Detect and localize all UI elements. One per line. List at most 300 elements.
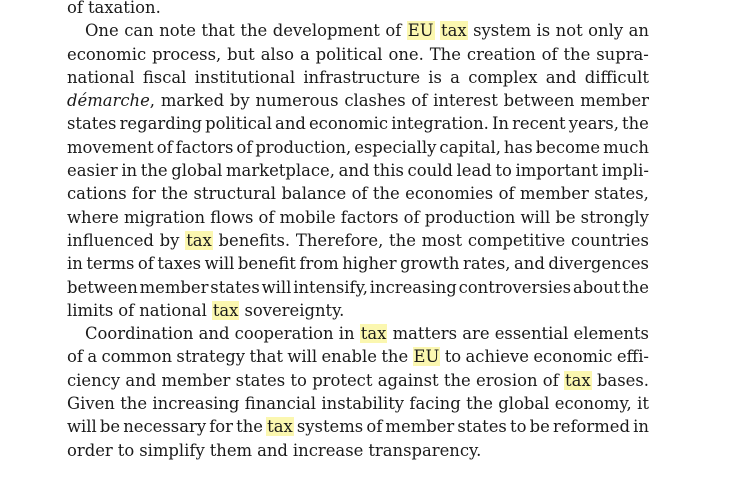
text-word <box>124 19 154 42</box>
text-word <box>67 182 127 205</box>
text-word <box>266 415 294 438</box>
text-word <box>321 345 376 368</box>
text-word <box>385 19 401 42</box>
text-word <box>495 159 511 182</box>
text-word <box>594 182 649 205</box>
text-word <box>467 43 536 66</box>
text-run: the <box>622 277 649 297</box>
text-word <box>210 206 253 229</box>
text-run: lead <box>456 161 492 181</box>
text-line <box>67 299 649 322</box>
text-run: states <box>457 417 507 437</box>
search-highlight: EU <box>413 347 440 367</box>
text-run: of <box>156 137 173 157</box>
text-run: migration <box>123 207 206 227</box>
text-run: capital, <box>439 137 501 157</box>
text-word <box>428 66 442 89</box>
text-run: cations <box>67 184 127 204</box>
text-word <box>185 229 213 252</box>
text-word <box>408 159 453 182</box>
search-highlight: tax <box>565 370 591 390</box>
text-run: by <box>229 91 250 111</box>
text-word <box>400 252 459 275</box>
text-word <box>67 415 97 438</box>
text-run: the <box>372 184 400 204</box>
text-run: be <box>555 207 576 227</box>
text-word <box>466 345 529 368</box>
text-run: the <box>236 417 263 437</box>
text-line <box>67 369 649 392</box>
text-word <box>161 89 224 112</box>
text-line <box>67 66 649 89</box>
text-word <box>212 299 240 322</box>
text-word <box>309 112 388 135</box>
text-word <box>245 392 316 415</box>
text-word <box>290 369 306 392</box>
text-word <box>378 369 439 392</box>
text-run: financial <box>244 394 317 414</box>
text-run: of <box>542 370 559 390</box>
text-word <box>439 136 501 159</box>
text-word <box>87 345 97 368</box>
text-run: to <box>495 161 512 181</box>
text-word <box>514 252 545 275</box>
text-run: infrastructure <box>303 67 421 87</box>
text-run: global <box>171 161 223 181</box>
text-run: them <box>209 440 253 460</box>
text-run: become <box>535 137 601 157</box>
text-word <box>495 322 569 345</box>
text-word <box>67 66 135 89</box>
text-run: the <box>563 44 591 64</box>
text-run: where <box>67 207 119 227</box>
text-word <box>67 392 115 415</box>
text-run: sovereignty. <box>244 300 345 320</box>
text-run: difficult <box>584 67 649 87</box>
text-run: reformed <box>552 417 630 437</box>
text-run: of <box>118 300 135 320</box>
text-word <box>520 206 550 229</box>
text-word <box>152 392 239 415</box>
text-run: , <box>149 91 155 111</box>
text-run: increase <box>292 440 364 460</box>
text-word <box>473 19 531 42</box>
text-run: economic <box>308 114 389 134</box>
text-word <box>555 392 632 415</box>
text-run: production <box>424 207 516 227</box>
text-word <box>409 392 460 415</box>
text-word <box>67 0 83 19</box>
text-word <box>120 392 147 415</box>
text-run: instability <box>321 394 405 414</box>
text-run: creation <box>466 44 536 64</box>
text-run: controversies <box>458 277 572 297</box>
text-word <box>141 159 168 182</box>
text-word <box>171 159 222 182</box>
text-run: complex <box>468 67 538 87</box>
text-run: economies <box>405 184 494 204</box>
text-line <box>67 159 649 182</box>
text-word <box>373 159 404 182</box>
text-run: matters <box>392 324 458 344</box>
text-run: countries <box>570 230 649 250</box>
text-run: this <box>373 161 404 181</box>
text-run: structural <box>193 184 277 204</box>
text-run: In <box>491 114 509 134</box>
text-word <box>499 182 515 205</box>
text-run: of <box>366 417 383 437</box>
text-run: the <box>622 114 649 134</box>
text-run: important <box>515 161 598 181</box>
text-run: of <box>137 254 154 274</box>
text-word <box>444 369 471 392</box>
text-run: against <box>377 370 439 390</box>
text-run: fiscal <box>142 67 187 87</box>
text-word <box>563 43 590 66</box>
text-word <box>100 415 120 438</box>
text-word <box>352 182 368 205</box>
text-word <box>422 229 462 252</box>
text-word <box>629 19 649 42</box>
text-run: influenced <box>67 230 154 250</box>
text-word <box>227 43 255 66</box>
text-word <box>236 415 263 438</box>
text-run: of <box>498 184 515 204</box>
text-word <box>368 439 481 462</box>
text-run: for <box>209 417 233 437</box>
text-word <box>118 299 134 322</box>
text-word <box>476 369 537 392</box>
text-run: a <box>87 347 98 367</box>
text-run: and <box>125 370 157 390</box>
text-word <box>132 182 156 205</box>
text-word <box>101 345 172 368</box>
text-word <box>510 415 526 438</box>
text-run: the <box>443 370 471 390</box>
text-run: the <box>140 161 168 181</box>
text-word <box>581 206 649 229</box>
text-run: integration. <box>391 114 489 134</box>
text-word <box>457 415 506 438</box>
text-word <box>602 159 649 182</box>
text-word <box>230 89 250 112</box>
text-word <box>321 392 404 415</box>
text-run: member <box>139 277 209 297</box>
text-word <box>121 159 137 182</box>
text-word <box>312 369 372 392</box>
text-word <box>316 43 383 66</box>
text-word <box>504 89 575 112</box>
text-run: impli- <box>601 161 649 181</box>
text-word <box>273 19 380 42</box>
text-run: national <box>139 300 207 320</box>
text-run: note <box>159 21 196 41</box>
text-word <box>88 0 161 19</box>
text-run: Given <box>67 394 115 414</box>
text-word <box>512 112 566 135</box>
text-run: the <box>466 394 493 414</box>
text-word <box>430 43 461 66</box>
text-word <box>389 229 416 252</box>
text-run: higher <box>342 254 397 274</box>
text-word <box>210 439 252 462</box>
text-word <box>195 66 295 89</box>
text-word <box>281 182 346 205</box>
text-word <box>546 66 577 89</box>
text-run: will <box>520 207 551 227</box>
text-word <box>238 252 296 275</box>
text-word <box>140 276 209 299</box>
search-highlight: tax <box>267 417 293 437</box>
text-run: order <box>67 440 113 460</box>
text-word <box>139 439 205 462</box>
text-run: states <box>235 370 286 390</box>
text-run: cooperation <box>234 324 334 344</box>
text-word <box>504 136 533 159</box>
text-run: political <box>205 114 272 134</box>
text-word <box>67 276 138 299</box>
document-page <box>67 0 649 462</box>
text-word <box>236 136 252 159</box>
text-word <box>622 112 649 135</box>
text-run: interest <box>433 91 498 111</box>
text-word <box>574 322 649 345</box>
text-run: growth <box>400 254 460 274</box>
text-run: of <box>67 0 83 17</box>
text-word <box>370 276 457 299</box>
text-word <box>138 252 154 275</box>
text-word <box>569 112 619 135</box>
text-word <box>297 415 363 438</box>
text-run: mobile <box>279 207 336 227</box>
text-run: supra- <box>596 44 649 64</box>
text-word <box>157 252 201 275</box>
text-run: of <box>385 21 402 41</box>
text-run: the <box>161 184 189 204</box>
text-run: could <box>407 161 453 181</box>
text-run: but <box>227 44 255 64</box>
text-run: between <box>503 91 575 111</box>
text-run: terms <box>86 254 135 274</box>
text-word <box>573 276 620 299</box>
text-word <box>354 136 436 159</box>
text-word <box>542 43 558 66</box>
text-line <box>67 439 649 462</box>
italic-text: démarche <box>67 91 150 111</box>
text-run: numerous <box>255 91 339 111</box>
text-word <box>548 252 649 275</box>
text-word <box>543 369 559 392</box>
search-highlight: tax <box>212 300 239 320</box>
text-run: for <box>132 184 156 204</box>
text-run: to <box>290 370 307 390</box>
text-run: divergences <box>548 254 649 274</box>
text-line <box>67 0 649 19</box>
text-word <box>381 345 408 368</box>
text-word <box>86 252 134 275</box>
text-run: in <box>633 417 649 437</box>
text-run: common <box>101 347 173 367</box>
text-word <box>530 415 550 438</box>
text-word <box>391 112 489 135</box>
text-word <box>533 345 612 368</box>
text-run: system <box>473 21 532 41</box>
text-word <box>67 439 113 462</box>
text-run: one. <box>388 44 424 64</box>
text-run: elements <box>573 324 649 344</box>
text-line <box>67 19 649 42</box>
text-word <box>637 392 649 415</box>
search-highlight: tax <box>360 324 387 344</box>
text-word <box>235 322 334 345</box>
text-run: will <box>287 347 318 367</box>
text-run: is <box>428 67 442 87</box>
text-word <box>67 345 83 368</box>
text-word <box>67 136 154 159</box>
text-run: strongly <box>580 207 649 227</box>
text-run: simplify <box>139 440 205 460</box>
text-run: balance <box>281 184 347 204</box>
text-run: taxes <box>157 254 202 274</box>
text-run: institutional <box>194 67 296 87</box>
text-word <box>159 19 196 42</box>
text-word <box>597 369 649 392</box>
text-line <box>67 345 649 368</box>
text-word <box>405 182 493 205</box>
text-run: systems <box>296 417 364 437</box>
text-run: easier <box>67 161 118 181</box>
text-word <box>498 392 549 415</box>
text-run: Therefore, <box>295 230 384 250</box>
text-word <box>515 159 597 182</box>
text-word <box>459 276 571 299</box>
text-word <box>67 206 119 229</box>
text-run: clashes <box>344 91 406 111</box>
text-word <box>622 276 649 299</box>
search-highlight: tax <box>441 21 467 41</box>
text-word <box>440 19 468 42</box>
text-run: also <box>260 44 294 64</box>
text-run: an <box>628 21 649 41</box>
text-line <box>67 415 649 438</box>
text-word <box>123 415 206 438</box>
text-word <box>259 206 275 229</box>
text-run: member <box>580 91 649 111</box>
text-word <box>162 369 231 392</box>
text-word <box>287 345 317 368</box>
text-run: intensify, <box>293 277 368 297</box>
text-run: not <box>555 21 583 41</box>
text-run: of <box>403 207 420 227</box>
text-run: flows <box>210 207 254 227</box>
text-run: recent <box>512 114 566 134</box>
text-word <box>143 66 187 89</box>
text-word <box>462 322 489 345</box>
text-word <box>556 19 583 42</box>
text-word <box>341 206 399 229</box>
text-word <box>388 43 423 66</box>
text-run: between <box>67 277 138 297</box>
text-word <box>205 252 235 275</box>
text-line <box>67 43 649 66</box>
text-run: ciency <box>67 370 121 390</box>
text-run: most <box>421 230 463 250</box>
text-word <box>571 229 649 252</box>
text-word <box>293 276 368 299</box>
text-run: essential <box>494 324 569 344</box>
text-run: to <box>444 347 462 367</box>
text-word <box>603 136 649 159</box>
text-word <box>404 206 420 229</box>
text-run: will <box>261 277 292 297</box>
text-word <box>176 345 245 368</box>
text-word <box>413 345 441 368</box>
text-word <box>67 229 154 252</box>
text-run: limits <box>67 300 114 320</box>
text-run: Coordination <box>85 324 194 344</box>
text-word <box>209 415 233 438</box>
text-run: national <box>67 67 135 87</box>
text-word <box>255 89 338 112</box>
text-run: political <box>315 44 383 64</box>
text-word <box>85 322 193 345</box>
text-run: and <box>275 114 306 134</box>
text-run: production, <box>255 137 352 157</box>
text-word <box>617 345 649 368</box>
text-word <box>492 112 509 135</box>
text-word <box>262 276 292 299</box>
text-line <box>67 206 649 229</box>
text-word <box>366 415 382 438</box>
text-word <box>339 322 355 345</box>
text-word <box>466 392 493 415</box>
text-word <box>299 252 338 275</box>
text-run: movement <box>67 137 154 157</box>
text-word <box>385 415 454 438</box>
text-word <box>303 66 420 89</box>
text-word <box>457 159 492 182</box>
text-line <box>67 229 649 252</box>
text-word <box>344 89 405 112</box>
text-word <box>280 206 336 229</box>
text-run: member <box>519 184 589 204</box>
text-run: protect <box>312 370 373 390</box>
text-word <box>67 112 116 135</box>
text-word <box>85 19 119 42</box>
text-run: in <box>67 254 83 274</box>
text-run: taxation. <box>87 0 161 17</box>
text-word <box>275 112 306 135</box>
text-word <box>120 112 202 135</box>
text-word <box>342 252 396 275</box>
text-word <box>236 369 285 392</box>
text-word <box>407 19 435 42</box>
text-run: benefit <box>237 254 296 274</box>
text-run: be <box>99 417 121 437</box>
text-run: and <box>514 254 545 274</box>
text-run: only <box>588 21 624 41</box>
text-run: increasing <box>152 394 240 414</box>
text-run: factors <box>175 137 234 157</box>
text-word <box>585 66 649 89</box>
text-word <box>296 229 383 252</box>
text-word <box>537 19 551 42</box>
text-run: member <box>161 370 231 390</box>
text-word <box>67 369 120 392</box>
text-run: benefits. <box>218 230 291 250</box>
text-run: achieve <box>465 347 529 367</box>
text-word <box>226 159 335 182</box>
